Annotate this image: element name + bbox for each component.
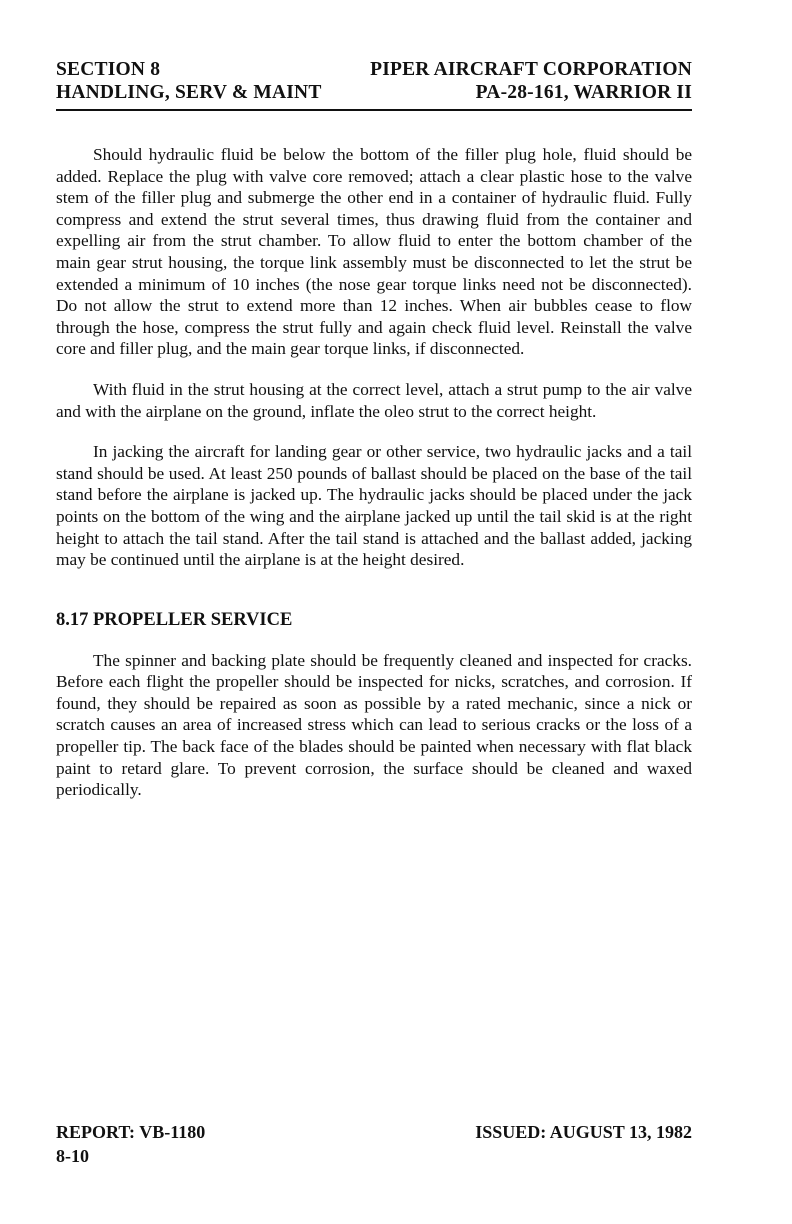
report-number: REPORT: VB-1180 xyxy=(56,1122,206,1142)
footer-row xyxy=(56,1120,692,1144)
aircraft-model: PA-28-161, WARRIOR II xyxy=(475,82,692,103)
paragraph-propeller-service: The spinner and backing plate should be frequently cleaned and inspected for cracks. Before each flight the propeller should be inspected for nicks, scratches, and corrosion. If found, they should be repaired as soon as possible by a rated mechanic, since a nick or scratch causes an area of increased stress which can lead to serious cracks or the loss of a propeller tip. The back face of the blades should be painted when necessary with flat black paint to retard glare. To prevent corrosion, the surface should be cleaned and waxed periodically. xyxy=(56,650,692,800)
page-body xyxy=(56,144,692,820)
page-footer xyxy=(56,1120,692,1168)
page-number: 8-10 xyxy=(56,1146,89,1166)
section-subtitle: HANDLING, SERV & MAINT xyxy=(56,82,322,103)
company-name: PIPER AIRCRAFT CORPORATION xyxy=(370,59,692,80)
paragraph-strut-inflation: With fluid in the strut housing at the correct level, attach a strut pump to the air valve and with the airplane on the ground, inflate the oleo strut to the correct height. xyxy=(56,379,692,421)
header-row-bottom xyxy=(56,81,692,104)
paragraph-strut-fluid: Should hydraulic fluid be below the bottom of the filler plug hole, fluid should be added. Replace the plug with valve core removed; attach a clear plastic hose to the valve stem of the filler plug and submerge the other end in a container of hydraulic fluid. Fully compress and extend the strut several times, thus drawing fluid from the container and expelling air from the strut chamber. To allow fluid to enter the bottom chamber of the main gear strut housing, the torque link assembly must be disconnected to let the strut be extended a minimum of 10 inches (the nose gear torque links need not be disconnected). Do not allow the strut to extend more than 12 inches. When air bubbles cease to flow through the hose, compress the strut fully and again check fluid level. Reinstall the valve core and filler plug, and the main gear torque links, if disconnected. xyxy=(56,145,692,359)
header-divider xyxy=(56,109,692,111)
header-row-top xyxy=(56,58,692,81)
section-label: SECTION 8 xyxy=(56,59,161,80)
issue-date: ISSUED: AUGUST 13, 1982 xyxy=(475,1122,692,1142)
section-heading-propeller-service: 8.17 PROPELLER SERVICE xyxy=(56,609,293,630)
page-header xyxy=(56,58,692,104)
paragraph-jacking: In jacking the aircraft for landing gear or other service, two hydraulic jacks and a tail stand should be used. At least 250 pounds of ballast should be placed on the base of the tail stand before the airplane is jacked up. The hydraulic jacks should be placed under the jack points on the bottom of the wing and the airplane jacked up until the tail skid is at the right height to attach the tail stand. After the tail stand is attached and the ballast added, jacking may be continued until the airplane is at the height desired. xyxy=(56,442,692,570)
